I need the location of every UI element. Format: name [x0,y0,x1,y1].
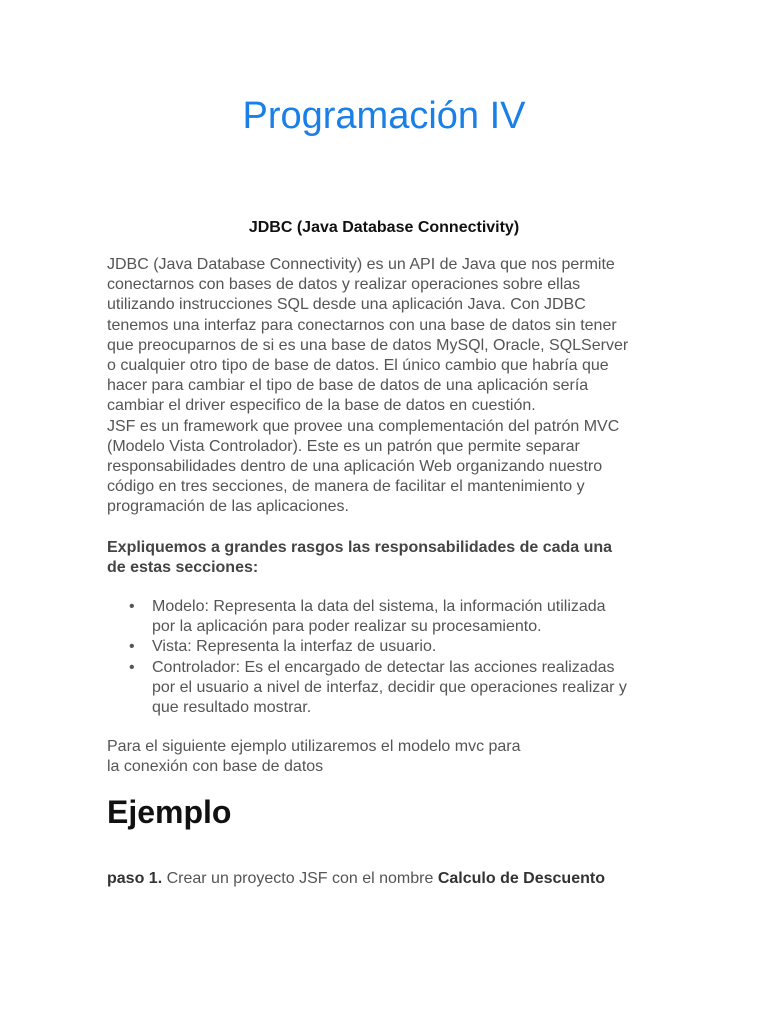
closing-line: la conexión con base de datos [107,758,324,776]
intro-line: utilizando instrucciones SQL desde una aplicación Java. Con JDBC [107,296,586,314]
intro-line: conectarnos con bases de datos y realizar operaciones sobre ellas [107,276,581,294]
mvc-list [107,597,667,718]
section-heading: JDBC (Java Database Connectivity) [248,219,520,236]
bullet-icon: • [129,598,135,616]
list-item-vista [107,637,667,657]
project-name: Calculo de Descuento [437,870,605,887]
example-heading: Ejemplo [107,794,232,830]
intro-line: hacer para cambiar el tipo de base de datos de una aplicación sería [107,377,589,395]
step-text: Crear un proyecto JSF con el nombre [162,870,438,887]
document-body [107,255,667,778]
closing-line: Para el siguiente ejemplo utilizaremos el modelo mvc para [107,738,521,756]
list-item-line: por la aplicación para poder realizar su procesamiento. [152,618,542,636]
intro-line: cambiar el driver especifico de la base de datos en cuestión. [107,397,536,415]
list-item-modelo [107,597,667,637]
intro-line: o cualquier otro tipo de base de datos. El único cambio que habría que [107,357,609,375]
intro-line: programación de las aplicaciones. [107,498,349,516]
list-item-line: Modelo: Representa la data del sistema, la información utilizada [152,598,606,616]
intro-paragraph [107,255,667,518]
intro-line: JSF es un framework que provee una complementación del patrón MVC [107,417,620,435]
list-item-line: Vista: Representa la interfaz de usuario. [152,638,437,656]
step-label: paso 1. [107,870,163,887]
intro-line: (Modelo Vista Controlador). Este es un patrón que permite separar [107,437,580,455]
list-item-controlador [107,658,667,719]
responsibilities-line: de estas secciones: [107,558,259,576]
intro-line: responsabilidades dentro de una aplicación Web organizando nuestro [107,458,603,476]
responsibilities-line: Expliquemos a grandes rasgos las responsabilidades de cada una [107,538,613,556]
intro-line: JDBC (Java Database Connectivity) es un API de Java que nos permite [107,256,615,273]
closing-paragraph [107,737,667,777]
bullet-icon: • [129,638,135,656]
responsibilities-paragraph [107,538,667,578]
intro-line: tenemos una interfaz para conectarnos con una base de datos sin tener [107,316,617,334]
list-item-line: por el usuario a nivel de interfaz, decidir que operaciones realizar y [152,678,627,696]
intro-line: que preocuparnos de si es una base de datos MySQl, Oracle, SQLServer [107,336,629,354]
list-item-line: que resultado mostrar. [152,699,312,717]
list-item-line: Controlador: Es el encargado de detectar las acciones realizadas [152,658,615,676]
step-1 [107,869,605,889]
document-title: Programación IV [242,95,526,137]
bullet-icon: • [129,658,135,676]
intro-line: código en tres secciones, de manera de facilitar el mantenimiento y [107,478,585,496]
